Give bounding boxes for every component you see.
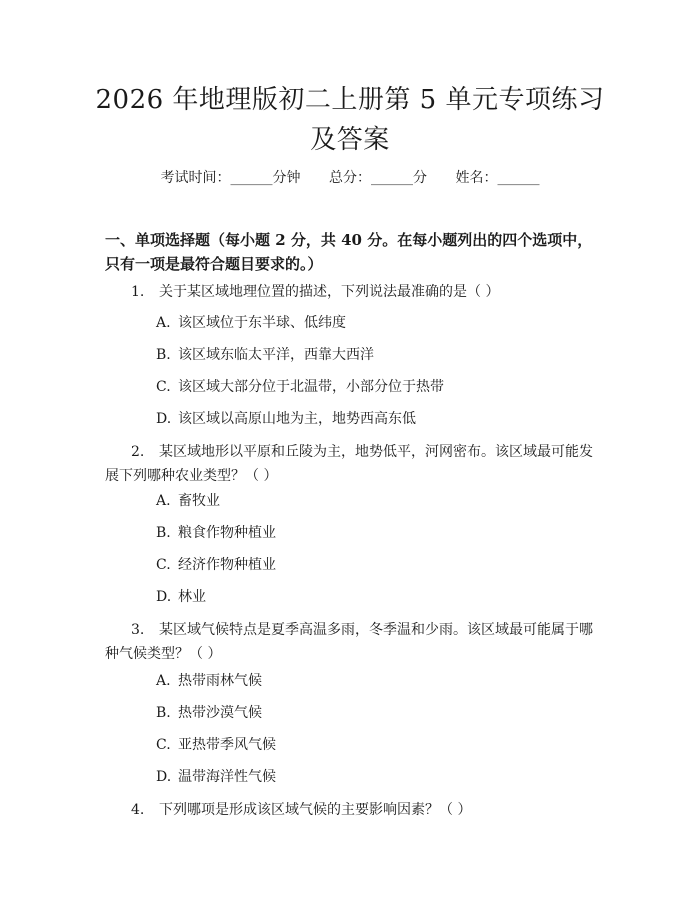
option-text: 该区域东临太平洋，西靠大西洋 <box>178 347 374 363</box>
question-text: 某区域气候特点是夏季高温多雨，冬季温和少雨。该区域最可能属于哪种气候类型？（ ） <box>105 622 593 662</box>
option-letter: B. <box>156 525 171 541</box>
option-text: 亚热带季风气候 <box>178 737 276 753</box>
question-3 <box>105 618 605 666</box>
student-name: 姓名：______ <box>455 170 540 186</box>
option-text: 热带沙漠气候 <box>178 705 262 721</box>
question-2-option-c <box>156 554 276 576</box>
question-1-option-a <box>156 312 346 334</box>
question-1-option-c <box>156 376 444 398</box>
option-letter: B. <box>156 347 171 363</box>
question-3-option-c <box>156 734 276 756</box>
option-letter: B. <box>156 705 171 721</box>
option-text: 该区域以高原山地为主，地势西高东低 <box>178 411 416 427</box>
question-2-option-d <box>156 586 206 608</box>
option-text: 畜牧业 <box>178 493 220 509</box>
question-2-option-b <box>156 522 276 544</box>
question-number: 4. <box>131 802 145 818</box>
option-text: 粮食作物种植业 <box>178 525 276 541</box>
exam-time: 考试时间：______分钟 <box>160 170 301 186</box>
question-1-option-d <box>156 408 416 430</box>
option-letter: D. <box>156 411 172 427</box>
option-letter: A. <box>156 493 171 509</box>
option-text: 经济作物种植业 <box>178 557 276 573</box>
option-letter: C. <box>156 379 171 395</box>
option-letter: A. <box>156 673 171 689</box>
option-text: 林业 <box>178 589 206 605</box>
option-letter: C. <box>156 737 171 753</box>
question-text: 关于某区域地理位置的描述，下列说法最准确的是（ ） <box>159 284 500 300</box>
question-number: 1. <box>131 284 145 300</box>
option-text: 该区域位于东半球、低纬度 <box>178 315 346 331</box>
question-3-option-a <box>156 670 262 692</box>
option-letter: D. <box>156 769 172 785</box>
question-1-option-b <box>156 344 374 366</box>
option-text: 温带海洋性气候 <box>178 769 276 785</box>
document-title: 2026 年地理版初二上册第 5 单元专项练习及答案 <box>95 85 605 155</box>
question-4 <box>105 798 605 822</box>
question-text: 某区域地形以平原和丘陵为主，地势低平，河网密布。该区域最可能发展下列哪种农业类型？（ ） <box>105 444 593 484</box>
question-2 <box>105 440 605 488</box>
question-3-option-b <box>156 702 262 724</box>
option-letter: A. <box>156 315 171 331</box>
exam-score: 总分：______分 <box>329 170 427 186</box>
exam-meta <box>0 168 700 188</box>
question-2-option-a <box>156 490 220 512</box>
option-text: 热带雨林气候 <box>178 673 262 689</box>
option-letter: C. <box>156 557 171 573</box>
question-number: 2. <box>131 444 145 460</box>
section-heading: 一、单项选择题（每小题 2 分，共 40 分。在每小题列出的四个选项中，只有一项是最符合题目要求的。） <box>105 231 593 273</box>
option-text: 该区域大部分位于北温带，小部分位于热带 <box>178 379 444 395</box>
question-number: 3. <box>131 622 145 638</box>
question-3-option-d <box>156 766 276 788</box>
question-text: 下列哪项是形成该区域气候的主要影响因素？（ ） <box>159 802 472 818</box>
question-1 <box>105 280 605 304</box>
option-letter: D. <box>156 589 172 605</box>
